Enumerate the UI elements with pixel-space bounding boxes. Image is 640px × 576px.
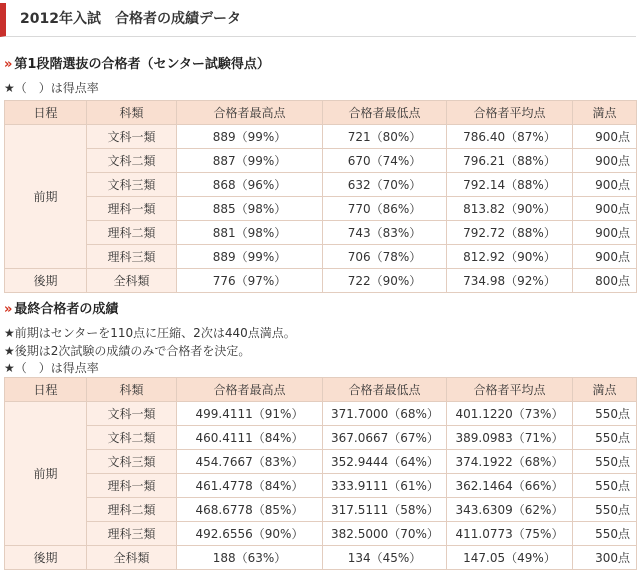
max-score-cell: 468.6778（85%） [177,498,323,522]
perfect-score-cell: 550点 [573,450,637,474]
min-score-cell: 134（45%） [323,546,447,570]
max-score-cell: 885（98%） [177,197,323,221]
column-header: 日程 [5,101,87,125]
note-score-rate: ★（ ）は得点率 [4,81,99,95]
subject-cell: 理科一類 [87,197,177,221]
perfect-score-cell: 550点 [573,498,637,522]
perfect-score-cell: 900点 [573,173,637,197]
note-score-rate: ★（ ）は得点率 [4,361,99,375]
subject-cell: 全科類 [87,269,177,293]
subject-cell: 文科二類 [87,149,177,173]
avg-score-cell: 786.40（87%） [447,125,573,149]
max-score-cell: 887（99%） [177,149,323,173]
min-score-cell: 743（83%） [323,221,447,245]
min-score-cell: 706（78%） [323,245,447,269]
max-score-cell: 776（97%） [177,269,323,293]
column-header: 満点 [573,378,637,402]
min-score-cell: 367.0667（67%） [323,426,447,450]
subject-cell: 理科三類 [87,522,177,546]
max-score-cell: 461.4778（84%） [177,474,323,498]
column-header: 合格者平均点 [447,378,573,402]
column-header: 満点 [573,101,637,125]
perfect-score-cell: 900点 [573,125,637,149]
max-score-cell: 499.4111（91%） [177,402,323,426]
period-cell: 後期 [5,269,87,293]
max-score-cell: 881（98%） [177,221,323,245]
max-score-cell: 188（63%） [177,546,323,570]
perfect-score-cell: 900点 [573,245,637,269]
avg-score-cell: 796.21（88%） [447,149,573,173]
avg-score-cell: 792.14（88%） [447,173,573,197]
column-header: 合格者最高点 [177,378,323,402]
max-score-cell: 492.6556（90%） [177,522,323,546]
min-score-cell: 317.5111（58%） [323,498,447,522]
subject-cell: 文科三類 [87,450,177,474]
table-row [5,546,637,570]
period-cell: 後期 [5,546,87,570]
min-score-cell: 382.5000（70%） [323,522,447,546]
perfect-score-cell: 900点 [573,149,637,173]
subject-cell: 文科一類 [87,125,177,149]
perfect-score-cell: 800点 [573,269,637,293]
avg-score-cell: 147.05（49%） [447,546,573,570]
table-row [5,197,637,221]
avg-score-cell: 734.98（92%） [447,269,573,293]
avg-score-cell: 813.82（90%） [447,197,573,221]
min-score-cell: 770（86%） [323,197,447,221]
min-score-cell: 371.7000（68%） [323,402,447,426]
column-header: 合格者最高点 [177,101,323,125]
table-row [5,269,637,293]
max-score-cell: 454.7667（83%） [177,450,323,474]
column-header: 科類 [87,378,177,402]
subject-cell: 文科三類 [87,173,177,197]
double-chevron-icon: » [4,302,11,317]
subject-cell: 理科二類 [87,498,177,522]
table-row [5,245,637,269]
table-row [5,149,637,173]
period-cell: 前期 [5,125,87,269]
min-score-cell: 333.9111（61%） [323,474,447,498]
first-stage-table [4,100,637,293]
header-row [5,378,637,402]
final-results-table [4,377,637,570]
avg-score-cell: 411.0773（75%） [447,522,573,546]
table-row [5,426,637,450]
subject-cell: 理科一類 [87,474,177,498]
avg-score-cell: 792.72（88%） [447,221,573,245]
max-score-cell: 889（99%） [177,125,323,149]
column-header: 合格者最低点 [323,101,447,125]
column-header: 日程 [5,378,87,402]
avg-score-cell: 401.1220（73%） [447,402,573,426]
table-header [5,101,637,125]
section-heading-first-stage [4,56,270,74]
avg-score-cell: 812.92（90%） [447,245,573,269]
min-score-cell: 721（80%） [323,125,447,149]
section-heading-text: 最終合格者の成績 [14,302,119,317]
table-row [5,474,637,498]
section-heading-final [4,301,118,319]
table-row [5,522,637,546]
note-compression: ★前期はセンターを110点に圧縮、2次は440点満点。 [4,326,296,340]
perfect-score-cell: 300点 [573,546,637,570]
max-score-cell: 889（99%） [177,245,323,269]
subject-cell: 理科三類 [87,245,177,269]
perfect-score-cell: 550点 [573,402,637,426]
note-late-stage: ★後期は2次試験の成績のみで合格者を決定。 [4,344,251,358]
table-row [5,498,637,522]
max-score-cell: 868（96%） [177,173,323,197]
table-row [5,173,637,197]
period-cell: 前期 [5,402,87,546]
perfect-score-cell: 550点 [573,474,637,498]
avg-score-cell: 362.1464（66%） [447,474,573,498]
table-row [5,402,637,426]
subject-cell: 文科二類 [87,426,177,450]
perfect-score-cell: 900点 [573,197,637,221]
perfect-score-cell: 900点 [573,221,637,245]
table-row [5,125,637,149]
min-score-cell: 722（90%） [323,269,447,293]
page-title: 2012年入試 合格者の成績データ [0,3,636,37]
column-header: 科類 [87,101,177,125]
perfect-score-cell: 550点 [573,426,637,450]
avg-score-cell: 343.6309（62%） [447,498,573,522]
column-header: 合格者最低点 [323,378,447,402]
subject-cell: 理科二類 [87,221,177,245]
section-heading-text: 第1段階選抜の合格者（センター試験得点） [14,57,270,72]
table-header [5,378,637,402]
subject-cell: 文科一類 [87,402,177,426]
max-score-cell: 460.4111（84%） [177,426,323,450]
table-row [5,221,637,245]
table-body [5,125,637,293]
min-score-cell: 352.9444（64%） [323,450,447,474]
column-header: 合格者平均点 [447,101,573,125]
header-row [5,101,637,125]
min-score-cell: 632（70%） [323,173,447,197]
min-score-cell: 670（74%） [323,149,447,173]
table-row [5,450,637,474]
perfect-score-cell: 550点 [573,522,637,546]
avg-score-cell: 374.1922（68%） [447,450,573,474]
avg-score-cell: 389.0983（71%） [447,426,573,450]
subject-cell: 全科類 [87,546,177,570]
table-body [5,402,637,570]
double-chevron-icon: » [4,57,11,72]
